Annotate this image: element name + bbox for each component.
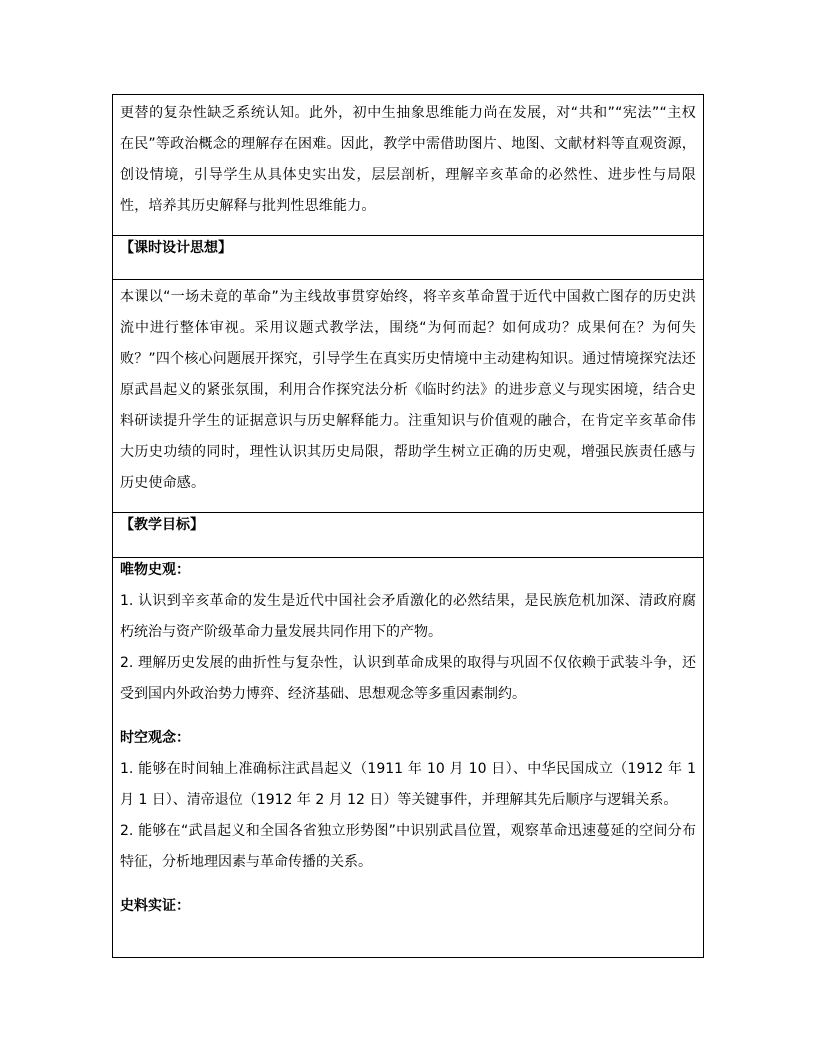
goals-body-row	[113, 558, 703, 957]
spacetime-item-2: 2. 能够在“武昌起义和全国各省独立形势图”中识别武昌位置，观察革命迅速蔓延的空间分布特征，分析地理因素与革命传播的关系。	[120, 823, 696, 870]
design-heading-row	[113, 236, 703, 280]
materialism-item-1: 1. 认识到辛亥革命的发生是近代中国社会矛盾激化的必然结果，是民族危机加深、清政府腐朽统治与资产阶级革命力量发展共同作用下的产物。	[120, 593, 696, 640]
design-body-row	[113, 280, 703, 513]
evidence-title: 史料实证：	[120, 898, 190, 914]
spacetime-item-1: 1. 能够在时间轴上准确标注武昌起义（1911 年 10 月 10 日）、中华民国成立（1912 年 1 月 1 日）、清帝退位（1912 年 2 月 12 日）等关键事件，并理解其先后顺序与逻辑关系。	[120, 761, 696, 808]
materialism-item-2: 2. 理解历史发展的曲折性与复杂性，认识到革命成果的取得与巩固不仅依赖于武装斗争，还受到国内外政治势力博弈、经济基础、思想观念等多重因素制约。	[120, 655, 696, 702]
materialism-title: 唯物史观：	[120, 562, 190, 578]
design-body-text: 本课以“一场未竟的革命”为主线故事贯穿始终，将辛亥革命置于近代中国救亡图存的历史洪流中进行整体审视。采用议题式教学法，围绕“为何而起？如何成功？成果何在？为何失败？”四个核心问题展开探究，引导学生在真实历史情境中主动建构知识。通过情境探究法还原武昌起义的紧张氛围，利用合作探究法分析《临时约法》的进步意义与现实困境，结合史料研读提升学生的证据意识与历史解释能力。注重知识与价值观的融合，在肯定辛亥革命伟大历史功绩的同时，理性认识其历史局限，帮助学生树立正确的历史观，增强民族责任感与历史使命感。	[120, 289, 696, 491]
analysis-text: 更替的复杂性缺乏系统认知。此外，初中生抽象思维能力尚在发展，对“共和”“宪法”“主权在民”等政治概念的理解存在困难。因此，教学中需借助图片、地图、文献材料等直观资源，创设情境，引导学生从具体史实出发，层层剖析，理解辛亥革命的必然性、进步性与局限性，培养其历史解释与批判性思维能力。	[120, 105, 696, 214]
goals-heading: 【教学目标】	[120, 517, 204, 533]
design-heading: 【课时设计思想】	[120, 240, 232, 256]
lesson-plan-table	[112, 94, 704, 958]
analysis-row	[113, 95, 703, 236]
spacetime-title: 时空观念：	[120, 730, 190, 746]
goals-heading-row	[113, 513, 703, 558]
